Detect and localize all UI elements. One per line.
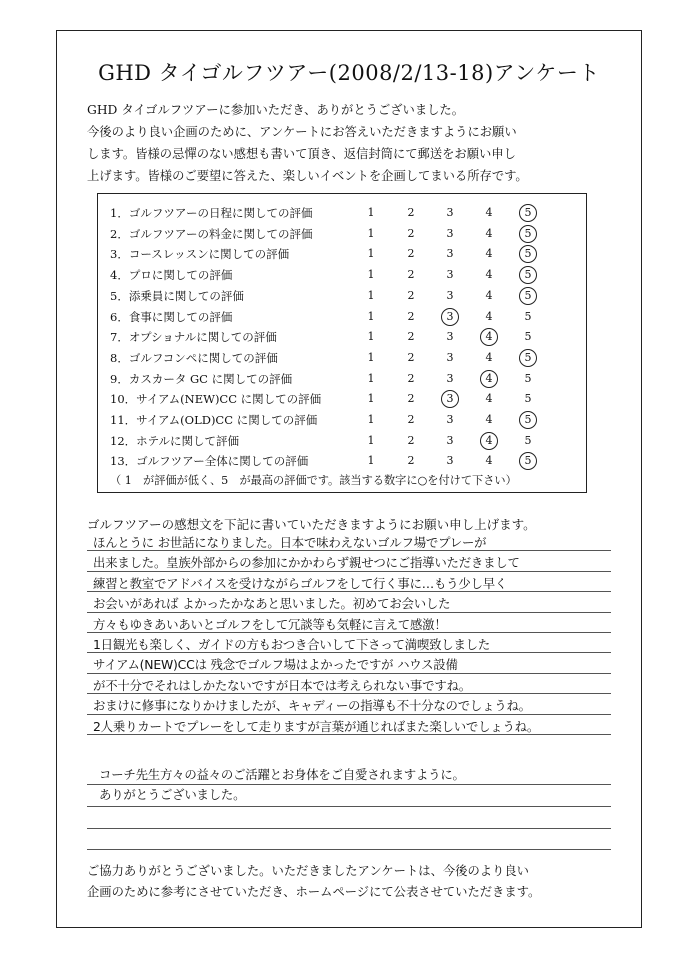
rating-option-selected[interactable]: 5 — [519, 452, 537, 470]
rating-option[interactable]: 2 — [407, 330, 415, 344]
rating-option[interactable]: 1 — [367, 247, 375, 261]
intro-line: 今後のより良い企画のために、アンケートにお答えいただきますようにお願い — [87, 125, 517, 139]
handwritten-comment: が不十分でそれはしかたないですが日本では考えられない事ですね。 — [93, 677, 471, 693]
rating-option[interactable]: 2 — [407, 350, 415, 364]
rating-question: 8．ゴルフコンペに関しての評価 — [110, 350, 278, 365]
rating-option[interactable]: 5 — [524, 433, 532, 447]
rating-row — [98, 286, 586, 306]
rating-option[interactable]: 4 — [485, 413, 493, 426]
rating-option[interactable]: 2 — [407, 226, 415, 240]
handwritten-comment: 出来ました。皇族外部からの参加にかかわらず親せつにご指導いただきまして — [93, 555, 520, 571]
rating-option[interactable]: 1 — [367, 371, 375, 385]
ruled-line — [87, 652, 611, 653]
rating-option[interactable]: 2 — [407, 413, 415, 426]
rating-option[interactable]: 4 — [485, 309, 493, 323]
rating-question: 1．ゴルフツアーの日程に関しての評価 — [110, 206, 313, 220]
rating-option[interactable]: 1 — [367, 350, 375, 364]
handwritten-comment: 方々もゆきあいあいとゴルフをして冗談等も気軽に言えて感激！ — [93, 616, 447, 632]
rating-row — [98, 431, 586, 451]
closing-line: ご協力ありがとうございました。いただきましたアンケートは、今後のより良い — [87, 864, 529, 878]
ruled-line — [87, 693, 611, 694]
rating-question: 3．コースレッスンに関しての評価 — [110, 247, 290, 262]
rating-option[interactable]: 1 — [367, 206, 375, 219]
rating-option[interactable]: 5 — [524, 371, 532, 385]
rating-option-selected[interactable]: 3 — [441, 390, 459, 408]
rating-option[interactable]: 3 — [446, 206, 454, 219]
rating-option[interactable]: 3 — [446, 288, 454, 302]
rating-option[interactable]: 4 — [485, 350, 493, 364]
handwritten-comment: 1日観光も楽しく、ガイドの方もおつき合いして下さって満喫致しました — [93, 637, 491, 652]
rating-row — [98, 265, 586, 285]
rating-option[interactable]: 4 — [485, 392, 493, 406]
ruled-line — [87, 612, 611, 613]
intro-line: します。皆様の忌憚のない感想も書いて頂き、返信封筒にて郵送をお願い申し — [87, 147, 516, 161]
ruled-line — [87, 591, 611, 592]
rating-question: 12．ホテルに関して評価 — [110, 433, 240, 448]
scale-note: （ 1 が評価が低く、5 が最高の評価です。該当する数字に○を付けて下さい） — [110, 474, 517, 487]
rating-option[interactable]: 5 — [524, 330, 532, 344]
ruled-line — [87, 806, 611, 807]
rating-option[interactable]: 2 — [407, 288, 415, 302]
handwritten-comment: コーチ先生方々の益々のご活躍とお身体をご自愛されますように。 — [99, 767, 465, 782]
rating-option[interactable]: 3 — [446, 226, 454, 240]
rating-option-selected[interactable]: 5 — [519, 225, 537, 243]
rating-option-selected[interactable]: 5 — [519, 411, 537, 429]
rating-table — [97, 193, 587, 493]
rating-question: 13．ゴルフツアー全体に関しての評価 — [110, 454, 309, 469]
rating-option-selected[interactable]: 5 — [519, 287, 537, 305]
rating-option[interactable]: 1 — [367, 330, 375, 344]
rating-option[interactable]: 3 — [446, 433, 454, 447]
rating-question: 11．サイアム(OLD)CC に関しての評価 — [110, 413, 318, 427]
handwritten-comment: ほんとうに お世話になりました。日本で味わえないゴルフ場でプレーが — [93, 535, 487, 550]
rating-question: 4．プロに関しての評価 — [110, 268, 233, 283]
rating-option[interactable]: 2 — [407, 206, 415, 219]
rating-option-selected[interactable]: 5 — [519, 204, 537, 222]
comment-prompt: ゴルフツアーの感想文を下記に書いていただきますようにお願い申し上げます。 — [87, 517, 536, 532]
ruled-line — [87, 714, 611, 715]
rating-option[interactable]: 3 — [446, 371, 454, 385]
handwritten-comment: おまけに修事になりかけましたが、キャディーの指導も不十分なのでしょうね。 — [93, 698, 531, 714]
rating-question: 5．添乗員に関しての評価 — [110, 288, 244, 303]
rating-question: 9．カスカータ GC に関しての評価 — [110, 371, 293, 386]
rating-option[interactable]: 1 — [367, 454, 375, 468]
rating-option-selected[interactable]: 4 — [480, 328, 498, 346]
rating-row — [98, 369, 586, 389]
rating-question: 6．食事に関しての評価 — [110, 309, 233, 324]
rating-option[interactable]: 4 — [485, 247, 493, 261]
rating-option[interactable]: 1 — [367, 288, 375, 302]
rating-option[interactable]: 3 — [446, 454, 454, 468]
ruled-line — [87, 673, 611, 674]
ruled-line — [87, 849, 611, 850]
rating-question: 2．ゴルフツアーの料金に関しての評価 — [110, 226, 313, 241]
intro-text — [87, 99, 607, 187]
rating-option[interactable]: 4 — [485, 206, 493, 219]
rating-option[interactable]: 2 — [407, 454, 415, 468]
closing-line: 企画のために参考にさせていただき、ホームページにて公表させていただきます。 — [87, 885, 541, 899]
handwritten-comment: お会いがあれば よかったかなあと思いました。初めてお会いした — [93, 596, 451, 612]
handwritten-comment: サイアム(NEW)CCは 残念でゴルフ場はよかったですが ハウス設備 — [93, 657, 458, 673]
rating-option[interactable]: 3 — [446, 413, 454, 426]
rating-option[interactable]: 1 — [367, 413, 375, 426]
rating-option[interactable]: 2 — [407, 309, 415, 323]
intro-line: GHD タイゴルフツアーに参加いただき、ありがとうございました。 — [87, 103, 465, 117]
rating-row — [98, 451, 586, 471]
rating-option[interactable]: 5 — [524, 309, 532, 323]
rating-option-selected[interactable]: 3 — [441, 308, 459, 326]
handwritten-comment: 2人乗りカートでプレーをして走りますが言葉が通じればまた楽しいでしょうね。 — [93, 718, 540, 734]
rating-question: 10．サイアム(NEW)CC に関しての評価 — [110, 392, 322, 407]
rating-row — [98, 410, 586, 430]
ruled-line — [87, 571, 611, 572]
rating-option[interactable]: 5 — [524, 392, 532, 406]
rating-option[interactable]: 2 — [407, 433, 415, 447]
rating-option[interactable]: 1 — [367, 392, 375, 406]
rating-option[interactable]: 1 — [367, 268, 375, 282]
rating-row — [98, 327, 586, 347]
handwritten-comment: 練習と教室でアドバイスを受けながらゴルフをして行く事に…もう少し早く — [93, 575, 508, 591]
rating-option[interactable]: 4 — [485, 226, 493, 240]
rating-question: 7．オプショナルに関しての評価 — [110, 330, 277, 345]
survey-form — [56, 30, 642, 928]
ruled-line — [87, 734, 611, 735]
page-title: GHD タイゴルフツアー(2008/2/13-18)アンケート — [98, 61, 600, 85]
rating-row — [98, 348, 586, 368]
ruled-line — [87, 550, 611, 551]
rating-option[interactable]: 2 — [407, 247, 415, 261]
rating-option[interactable]: 3 — [446, 330, 454, 344]
rating-row — [98, 203, 586, 223]
rating-option[interactable]: 3 — [446, 247, 454, 261]
rating-option[interactable]: 2 — [407, 392, 415, 406]
rating-row — [98, 224, 586, 244]
rating-option[interactable]: 4 — [485, 288, 493, 302]
rating-option[interactable]: 1 — [367, 226, 375, 240]
rating-row — [98, 244, 586, 264]
rating-row — [98, 307, 586, 327]
intro-line: 上げます。皆様のご要望に答えた、楽しいイベントを企画してまいる所存です。 — [87, 169, 528, 183]
rating-option[interactable]: 1 — [367, 309, 375, 323]
ruled-line — [87, 784, 611, 785]
rating-option[interactable]: 3 — [446, 350, 454, 364]
rating-option[interactable]: 3 — [446, 268, 454, 282]
rating-option[interactable]: 2 — [407, 268, 415, 282]
rating-option-selected[interactable]: 5 — [519, 245, 537, 263]
rating-option[interactable]: 2 — [407, 371, 415, 385]
rating-option-selected[interactable]: 5 — [519, 349, 537, 367]
rating-option[interactable]: 4 — [485, 268, 493, 282]
ruled-line — [87, 828, 611, 829]
rating-option-selected[interactable]: 5 — [519, 266, 537, 284]
rating-option[interactable]: 1 — [367, 433, 375, 447]
closing-text — [87, 861, 540, 903]
rating-option-selected[interactable]: 4 — [480, 370, 498, 388]
handwritten-comment: ありがとうございました。 — [99, 787, 246, 802]
rating-option-selected[interactable]: 4 — [480, 432, 498, 450]
rating-option[interactable]: 4 — [485, 454, 493, 468]
rating-row — [98, 389, 586, 409]
ruled-line — [87, 632, 611, 633]
